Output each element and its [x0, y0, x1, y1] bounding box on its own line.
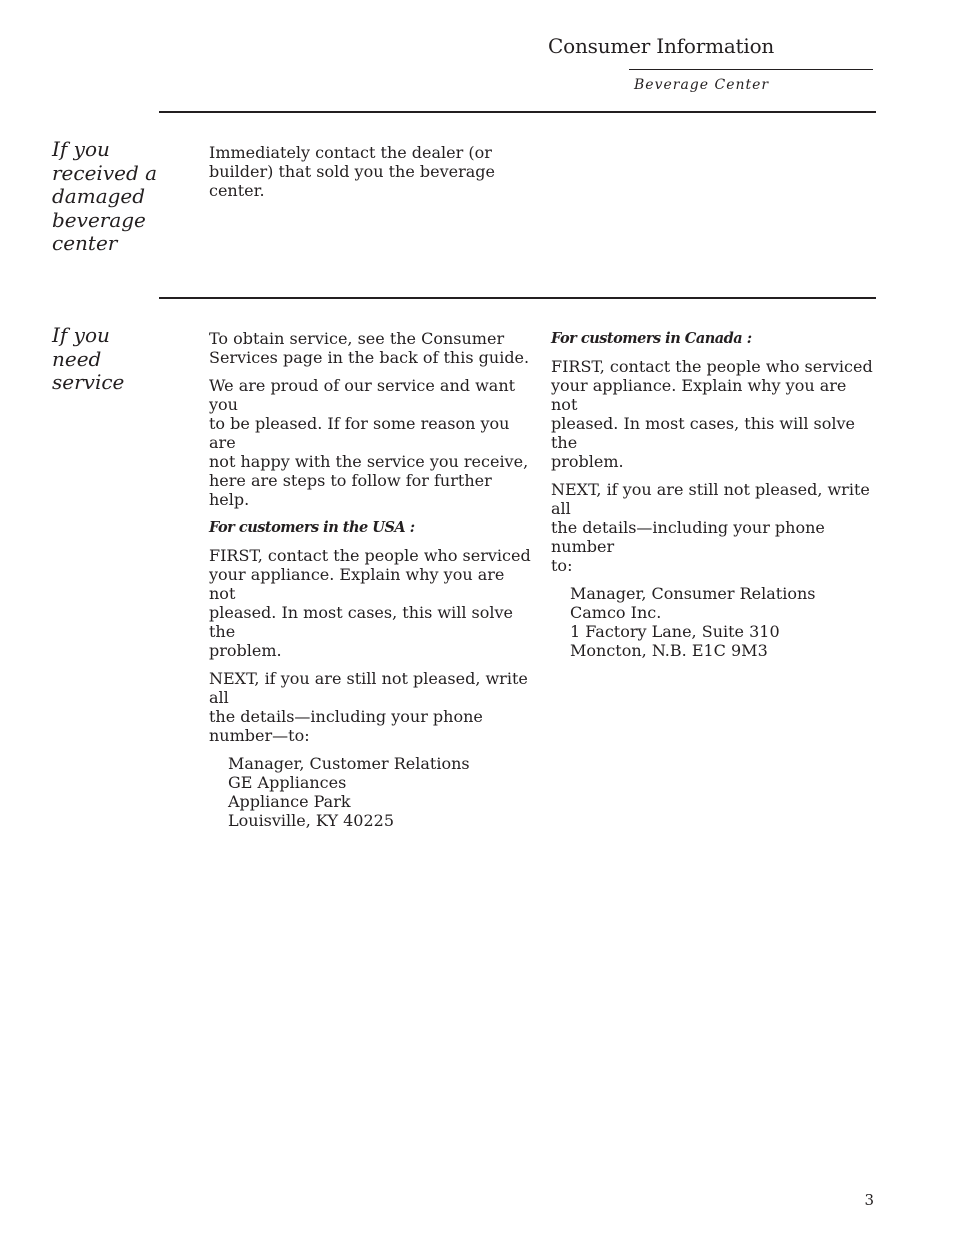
damaged-section-heading: If you received a damaged beverage center [52, 137, 158, 255]
section-divider-damaged [159, 111, 876, 113]
service-usa-column [209, 329, 534, 830]
page-number: 3 [864, 1191, 874, 1209]
service-section-heading: If you need service [52, 323, 125, 394]
canada-first-paragraph: FIRST, contact the people who serviced your appliance. Explain why you are not pleased. In most cases, this will solve the problem. [551, 357, 873, 471]
obtain-service-paragraph: To obtain service, see the Consumer Services page in the back of this guide. [209, 329, 530, 367]
canada-address: Manager, Consumer Relations Camco Inc. 1 Factory Lane, Suite 310 Moncton, N.B. E1C 9M3 [570, 584, 816, 660]
usa-first-paragraph: FIRST, contact the people who serviced your appliance. Explain why you are not pleased. In most cases, this will solve the problem. [209, 546, 531, 660]
usa-customers-heading: For customers in the USA : [209, 519, 415, 536]
header-divider [629, 69, 873, 70]
section-divider-service [159, 297, 876, 299]
canada-customers-heading: For customers in Canada : [551, 330, 752, 347]
service-canada-column [551, 329, 876, 660]
damaged-section-body [209, 143, 539, 209]
damaged-paragraph: Immediately contact the dealer (or builder) that sold you the beverage center. [209, 143, 496, 200]
usa-address: Manager, Customer Relations GE Appliances Appliance Park Louisville, KY 40225 [228, 754, 470, 830]
page-subtitle: Beverage Center [634, 77, 770, 93]
usa-next-paragraph: NEXT, if you are still not pleased, write all the details—including your phone number—to: [209, 669, 528, 745]
canada-next-paragraph: NEXT, if you are still not pleased, write all the details—including your phone number to: [551, 480, 870, 575]
page-title: Consumer Information [548, 34, 775, 58]
proud-service-paragraph: We are proud of our service and want you to be pleased. If for some reason you are not happy with the service you receive, here are steps to follow for further help. [209, 376, 529, 509]
